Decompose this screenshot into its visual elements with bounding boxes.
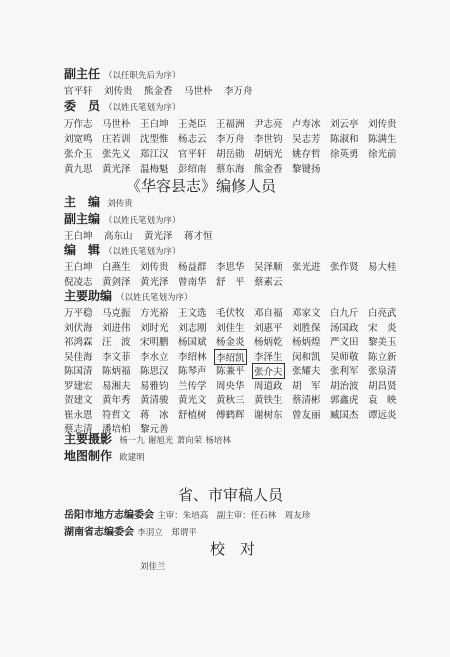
- person-name: 庄若训: [102, 134, 131, 145]
- person-name: 傅鹤辉: [216, 409, 245, 421]
- person-name: 黎元善: [140, 424, 169, 435]
- photo-name: 杨一九: [119, 436, 145, 446]
- person-name: 黄光泽: [144, 231, 173, 242]
- person-name: 杨炳乾: [254, 337, 283, 348]
- person-name: 毛伏牧: [216, 308, 245, 319]
- person-name: 陈炳福: [102, 366, 131, 377]
- person-name: 舒 平: [216, 277, 245, 288]
- person-name: 白亮武: [368, 308, 397, 319]
- deputy-chief-note: （以任职先后为序）: [104, 71, 181, 81]
- person-name: 黄光泽: [140, 277, 169, 288]
- map-line: [64, 450, 145, 464]
- person-name: 李绍凯: [214, 349, 247, 365]
- person-name: 黄年秀: [102, 395, 131, 406]
- person-name: 尹志亮: [254, 119, 283, 130]
- person-name: 蒋才恒: [184, 231, 213, 242]
- person-name: 张泉清: [368, 366, 397, 377]
- photo-name: 谢旭光: [147, 436, 174, 446]
- person-name: 黄清骏: [140, 395, 169, 406]
- person-name: 杨志云: [178, 134, 207, 145]
- person-name: 陈琴声: [178, 366, 207, 377]
- person-name: 蔡清彬: [292, 395, 321, 406]
- person-name: 高东山: [104, 231, 133, 242]
- person-name: 贺建文: [64, 395, 93, 406]
- section-title-proofreading: 校 对: [210, 540, 256, 558]
- person-name: 刘传贵: [104, 86, 133, 97]
- person-name: 宋 炎: [368, 322, 397, 334]
- person-name: 胡 军: [292, 380, 321, 392]
- review-line-1: [64, 510, 310, 522]
- person-name: 马世朴: [102, 119, 131, 130]
- assist-editors-note: （以姓氏笔划为序）: [116, 293, 193, 303]
- map-name: 欧建明: [119, 453, 145, 463]
- person-name: 易湘夫: [102, 380, 131, 392]
- person-name: 张耀夫: [292, 366, 321, 377]
- person-name: 卢寿冰: [292, 119, 321, 130]
- person-name: 陈兼平: [216, 366, 245, 377]
- person-name: 易雅钧: [140, 380, 169, 392]
- person-name: 蒋 冰: [140, 409, 169, 421]
- assist-editors-heading: [64, 290, 193, 304]
- person-name: 潘培柏: [102, 424, 131, 435]
- section-title-reviewers: 省、市审稿人员: [178, 486, 284, 504]
- person-name: 黎美玉: [368, 337, 397, 348]
- person-name: 李世钧: [254, 134, 283, 145]
- person-name: 刘传贵: [140, 262, 169, 273]
- person-name: 李万舟: [224, 86, 253, 97]
- section-title-editorial-staff: 《华容县志》编修人员: [126, 177, 277, 195]
- person-name: 李文菲: [102, 351, 131, 363]
- person-name: 周道政: [254, 380, 283, 392]
- person-name: 沈型惟: [140, 134, 169, 145]
- chief-editor-label: 主 编: [64, 195, 101, 209]
- members-heading: [64, 100, 181, 114]
- person-name: 刘惠平: [254, 322, 283, 334]
- person-name: 祁鸿霖: [64, 337, 93, 348]
- person-name: 刘云亭: [330, 119, 359, 130]
- person-name: 吴佳海: [64, 351, 93, 363]
- person-name: 马克振: [102, 308, 131, 319]
- person-name: 蔡素云: [254, 277, 283, 288]
- person-name: 张先义: [102, 149, 131, 160]
- person-name: 刘时光: [140, 322, 169, 334]
- person-name: 张光进: [292, 262, 321, 273]
- person-name: 舒植树: [178, 409, 207, 421]
- review-text: 主审：朱培高 副主审：任石林 周友珍: [157, 511, 311, 521]
- person-name: 徐光前: [368, 149, 397, 160]
- person-name: 陈思汉: [140, 366, 169, 377]
- editors-note: （以姓氏笔划为序）: [104, 247, 181, 257]
- proof-line: [140, 561, 166, 573]
- person-name: 黄剑泽: [102, 277, 131, 288]
- person-name: 蔡东海: [216, 164, 245, 175]
- editors-label: 编 辑: [64, 243, 101, 257]
- person-name: 熊金香: [254, 164, 283, 175]
- person-name: 刘佳生: [216, 322, 245, 334]
- person-name: 胡岳勋: [216, 149, 245, 160]
- person-name: 张作贤: [330, 262, 359, 273]
- person-name: 严文田: [330, 337, 359, 348]
- person-name: 王尧臣: [178, 119, 207, 130]
- person-name: 袁 映: [368, 395, 397, 406]
- person-name: 吴志芳: [292, 134, 321, 145]
- person-name: 黄九思: [64, 164, 93, 175]
- person-name: 汤国政: [330, 322, 359, 334]
- members-note: （以姓氏笔划为序）: [104, 103, 181, 113]
- person-name: 胡昌贤: [368, 380, 397, 392]
- person-name: 黄铁生: [254, 395, 283, 406]
- review-org: 湖南省志编委会: [64, 527, 134, 538]
- person-name: 万平稳: [64, 308, 93, 319]
- person-name: 王白坤: [64, 262, 93, 273]
- person-name: 彭绍南: [178, 164, 207, 175]
- photo-name: 萧向荣: [176, 436, 203, 446]
- person-name: 胡炳光: [254, 149, 283, 160]
- person-name: 方光裕: [140, 308, 169, 319]
- person-name: 刘传贵: [368, 119, 397, 130]
- members-label: 委 员: [64, 99, 101, 113]
- person-name: 谢树东: [254, 409, 283, 421]
- person-name: 万作志: [64, 119, 93, 130]
- person-name: 徐英勇: [330, 149, 359, 160]
- person-name: 陈满生: [368, 134, 397, 145]
- person-name: 臧国杰: [330, 409, 359, 421]
- person-name: 谭远炎: [368, 409, 397, 421]
- person-name: 温梅魁: [140, 164, 169, 175]
- photo-label: 主要摄影: [64, 432, 113, 446]
- person-name: 王白坤: [64, 231, 93, 242]
- person-name: 杨炳煌: [292, 337, 321, 348]
- person-name: 陈淑和: [330, 134, 359, 145]
- person-name: 蔡志清: [64, 424, 93, 435]
- person-name: 罗建宏: [64, 380, 93, 392]
- map-label: 地图制作: [64, 449, 113, 463]
- review-line-2: [64, 527, 197, 539]
- person-name: 闵和凯: [292, 351, 321, 363]
- editors-heading: [64, 244, 181, 258]
- person-name: 黄光文: [178, 395, 207, 406]
- person-name: 官平轩: [178, 149, 207, 160]
- person-name: 李水立: [140, 351, 169, 363]
- person-name: 胡治波: [330, 380, 359, 392]
- person-name: 汪 波: [102, 337, 131, 348]
- person-name: 倪凌志: [64, 277, 93, 288]
- person-name: 刘志刚: [178, 322, 207, 334]
- proof-name: 刘佳兰: [140, 562, 166, 572]
- person-name: 黎键扬: [292, 164, 321, 175]
- person-name: 吴师敬: [330, 351, 359, 363]
- person-name: 易大桂: [368, 262, 397, 273]
- person-name: 杨益群: [178, 262, 207, 273]
- person-name: 陈国清: [64, 366, 93, 377]
- person-name: 邓自福: [254, 308, 283, 319]
- person-name: 郭鑫虎: [330, 395, 359, 406]
- deputy-chief-label: 副主任: [64, 67, 101, 81]
- person-name: 邓家文: [292, 308, 321, 319]
- chief-editor-line: [64, 196, 133, 210]
- person-name: 王文选: [178, 308, 207, 319]
- person-name: 马世朴: [184, 86, 213, 97]
- person-name: 白燕生: [102, 262, 131, 273]
- person-name: 陈立新: [368, 351, 397, 363]
- person-name: 杨金炎: [216, 337, 245, 348]
- person-name: 黄光泽: [102, 164, 131, 175]
- person-name: 黄秋三: [216, 395, 245, 406]
- person-name: 李万舟: [216, 134, 245, 145]
- person-name: 曾南华: [178, 277, 207, 288]
- person-name: 宋明鹏: [140, 337, 169, 348]
- person-name: 刘胜保: [292, 322, 321, 334]
- person-name: 杨国斌: [178, 337, 207, 348]
- person-name: 官平轩: [64, 86, 93, 97]
- person-name: 周央华: [216, 380, 245, 392]
- person-name: 刘伏海: [64, 322, 93, 334]
- person-name: 王福洲: [216, 119, 245, 130]
- photo-name: 杨培林: [205, 436, 231, 446]
- person-name: 刘宽鸣: [64, 134, 93, 145]
- person-name: 李绍林: [178, 351, 207, 363]
- review-text: 李羽立 郑谓平: [137, 528, 197, 538]
- person-name: 符哲文: [102, 409, 131, 421]
- deputy-editor-label: 副主编: [64, 212, 101, 226]
- chief-editor-name: 刘传贵: [107, 199, 133, 209]
- review-org: 岳阳市地方志编委会: [64, 510, 154, 521]
- person-name: 李泽生: [254, 351, 283, 363]
- photo-line: [64, 433, 231, 447]
- person-name: 熊金香: [144, 86, 173, 97]
- person-name: 郑江汉: [140, 149, 169, 160]
- person-name: 张利军: [330, 366, 359, 377]
- person-name: 刘进伟: [102, 322, 131, 334]
- person-name: 王白坤: [140, 119, 169, 130]
- deputy-chief-heading: [64, 68, 181, 82]
- person-name: 吴泽顺: [254, 262, 283, 273]
- person-name: 张介玉: [64, 149, 93, 160]
- person-name: 张介夫: [252, 363, 285, 379]
- person-name: 白九斤: [330, 308, 359, 319]
- person-name: 李思华: [216, 262, 245, 273]
- person-name: 兰传学: [178, 380, 207, 392]
- person-name: 曾友丽: [292, 409, 321, 421]
- assist-editors-label: 主要助编: [64, 289, 113, 303]
- person-name: 崔永恩: [64, 409, 93, 421]
- deputy-editor-heading: [64, 213, 181, 227]
- deputy-editor-note: （以姓氏笔划为序）: [104, 216, 181, 226]
- person-name: 姚存哲: [292, 149, 321, 160]
